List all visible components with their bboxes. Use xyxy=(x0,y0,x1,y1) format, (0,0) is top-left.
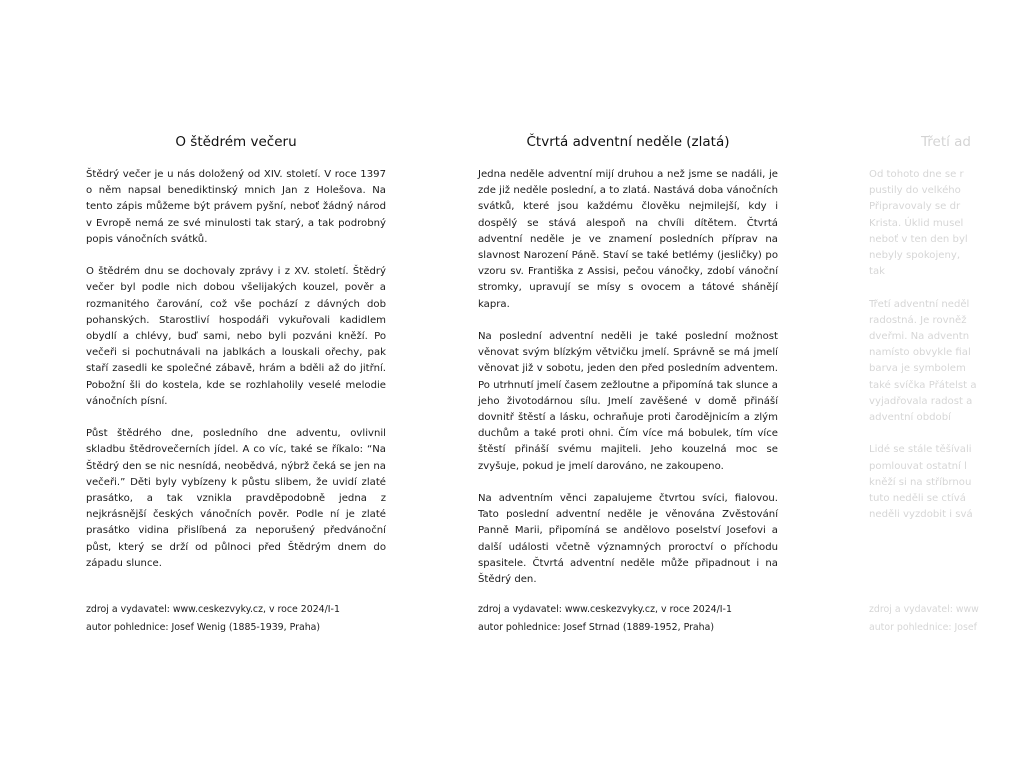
column-footer xyxy=(86,601,386,636)
paragraph: Na poslední adventní neděli je také poslední možnost věnovat svým blízkým větvičku jmelí. Správně se má jmelí věnovat již v sobotu, jeden den před posledním adventem. Po utrhnutí jmelí časem zežloutne a připomíná tak slunce a jeho životodárnou sílu. Jmelí zavěšené v domě přináší dovnitř štěstí a lásku, ochraňuje proti čarodějnicím a zlým duchům a také proti ohni. Čím více má bobulek, tím více štěstí přináší svému majiteli. Jeho kouzelná moc se zvyšuje, pokud je jmelí darováno, ne zakoupeno. xyxy=(478,331,778,472)
column-body xyxy=(86,167,386,588)
source-line: zdroj a vydavatel: www.ceskezvyky.cz, v roce 2024/I-1 xyxy=(86,604,340,615)
column-footer xyxy=(869,601,979,636)
paragraph: Štědrý večer je u nás doložený od XIV. století. V roce 1397 o něm napsal benediktinský mnich Jan z Holešova. Na tento zápis můžeme být právem pyšní, neboť žádný národ v Evropě nemá ze své minulosti tak starý, a tak podrobný popis vánočních svátků. xyxy=(86,169,386,245)
column-body xyxy=(869,167,979,540)
paragraph: O štědrém dnu se dochovaly zprávy i z XV. století. Štědrý večer byl podle nich dobou všelijakých kouzel, pověr a rozmanitého čarování, což vše pochází z dávných dob pohanských. Starostliví hospodáři vykuřovali kadidlem obydlí a chlévy, buď sami, nebo byli pozváni kněží. Po večeři si pochutnávali na jablkách a louskali ořechy, pak staří zasedli ke společné zábavě, hrám a bděli až do jitřní. Pobožní šli do kostela, kde se rozhlaholily veselé melodie vánočních písní. xyxy=(86,266,386,407)
author-line: autor pohlednice: Josef Wenig (1885-1939, Praha) xyxy=(86,621,321,633)
author-line: autor pohlednice: Josef Strnad (1889-1952, Praha) xyxy=(478,621,715,633)
source-line: zdroj a vydavatel: www xyxy=(869,604,979,615)
column-body xyxy=(478,167,778,604)
source-line: zdroj a vydavatel: www.ceskezvyky.cz, v roce 2024/I-1 xyxy=(478,604,732,615)
paragraph: Lidé se stále těšívali pomlouvat ostatní l kněží si na stříbrnou tuto neděli se ctívá neděli vyzdobit i svá xyxy=(869,444,973,521)
paragraph: Třetí adventní neděl radostná. Je rovněž dveřmi. Na adventn namísto obvykle fial barva je symbolem také svíčka Přátelst a vyjadřovala radost a adventní období xyxy=(869,298,977,424)
paragraph: Na adventním věnci zapalujeme čtvrtou svíci, fialovou. Tato poslední adventní neděle je věnována Zvěstování Panně Marii, připomíná se andělovo poselství Josefovi a další události včetně významných proroctví o příchodu spasitele. Čtvrtá adventní neděle může připadnout i na Štědrý den. xyxy=(478,493,778,586)
paragraph: Půst štědrého dne, posledního dne adventu, ovlivnil skladbu štědrovečerních jídel. A co víc, také se říkalo: “Na Štědrý den se nic nesnídá, neobědvá, nýbrž čeká se jen na večeři.” Děti byly vybízeny k půstu slibem, že uvidí zlaté prasátko, a tak vznikla pravděpodobně jedna z nejkrásnější českých vánočních pověr. Podle ní je zlaté prasátko vidina přislíbená za neporušený předvánoční půst, který se drží od půlnoci před Štědrým dnem do západu slunce. xyxy=(86,428,386,569)
column-title: Čtvrtá adventní neděle (zlatá) xyxy=(526,134,730,150)
column-title: Třetí ad xyxy=(921,134,971,150)
column-footer xyxy=(478,601,778,636)
paragraph: Jedna neděle adventní mijí druhou a než jsme se nadáli, je zde již neděle poslední, a to zlatá. Nastává doba vánočních svátků, které jsou každému člověku nejmilejší, kdy i dospělý se stává alespoň na chvíli dítětem. Čtvrtá adventní neděle je ve znamení posledních příprav na slavnost Narození Páně. Staví se také betlémy (jesličky) po vzoru sv. Františka z Assisi, pečou vánočky, zdobí vánoční stromky, upravují se mísy s ovocem a tátové shánějí kapra. xyxy=(478,169,778,310)
column-title: O štědrém večeru xyxy=(175,134,297,150)
paragraph: Od tohoto dne se r pustily do velkého Připravovaly se dr Krista. Úklid musel neboť v ten den byl nebyly spokojeny, tak xyxy=(869,169,968,278)
author-line: autor pohlednice: Josef xyxy=(869,621,977,633)
